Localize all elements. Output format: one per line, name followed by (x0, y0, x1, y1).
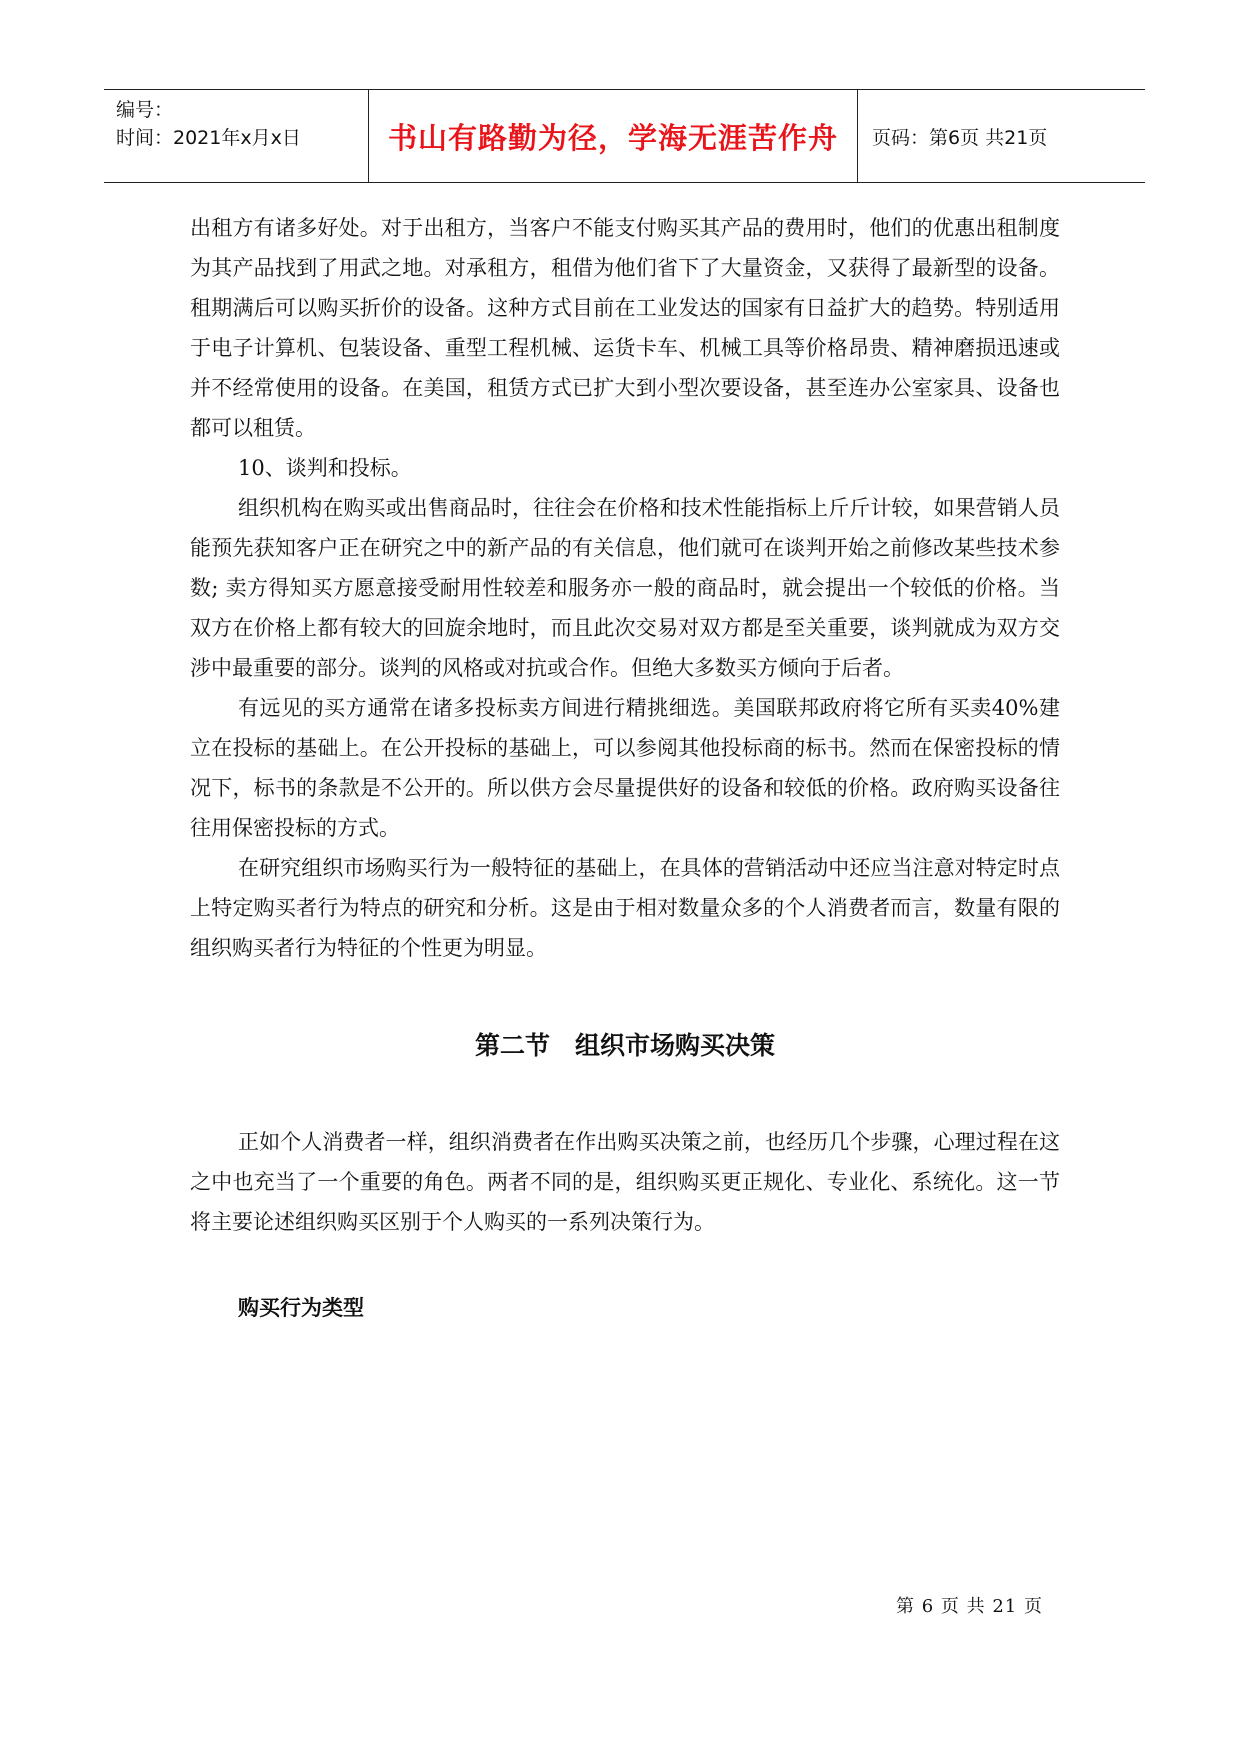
paragraph: 在研究组织市场购买行为一般特征的基础上，在具体的营销活动中还应当注意对特定时点上特定购买者行为特点的研究和分析。这是由于相对数量众多的个人消费者而言，数量有限的组织购买者行为特征的个性更为明显。 (190, 856, 1060, 960)
paragraph: 出租方有诸多好处。对于出租方，当客户不能支付购买其产品的费用时，他们的优惠出租制度为其产品找到了用武之地。对承租方，租借为他们省下了大量资金，又获得了最新型的设备。租期满后可以购买折价的设备。这种方式目前在工业发达的国家有日益扩大的趋势。特别适用于电子计算机、包装设备、重型工程机械、运货卡车、机械工具等价格昂贵、精神磨损迅速或并不经常使用的设备。在美国，租赁方式已扩大到小型次要设备，甚至连办公室家具、设备也都可以租赁。 (190, 216, 1060, 440)
paragraph: 正如个人消费者一样，组织消费者在作出购买决策之前，也经历几个步骤，心理过程在这之中也充当了一个重要的角色。两者不同的是，组织购买更正规化、专业化、系统化。这一节将主要论述组织购买区别于个人购买的一系列决策行为。 (190, 1130, 1060, 1234)
time-label: 时间：2021年x月x日 (116, 127, 301, 149)
paragraph: 组织机构在购买或出售商品时，往往会在价格和技术性能指标上斤斤计较，如果营销人员能预先获知客户正在研究之中的新产品的有关信息，他们就可在谈判开始之前修改某些技术参数; 卖方得知买方愿意接受耐用性较差和服务亦一般的商品时，就会提出一个较低的价格。当双方在价格上都有较大的回旋余地时，而且此次交易对双方都是至关重要，谈判就成为双方交涉中最重要的部分。谈判的风格或对抗或合作。但绝大多数买方倾向于后者。 (190, 496, 1060, 680)
paragraph: 有远见的买方通常在诸多投标卖方间进行精挑细选。美国联邦政府将它所有买卖40%建立在投标的基础上。在公开投标的基础上，可以参阅其他投标商的标书。然而在保密投标的情况下，标书的条款是不公开的。所以供方会尽量提供好的设备和较低的价格。政府购买设备往往用保密投标的方式。 (190, 696, 1060, 840)
subsection-title: 购买行为类型 (238, 1296, 364, 1320)
header-left-cell (104, 90, 369, 182)
motto: 书山有路勤为径，学海无涯苦作舟 (369, 90, 858, 182)
page-footer: 第 6 页 共 21 页 (896, 1596, 1043, 1617)
paragraph: 10、谈判和投标。 (238, 456, 412, 480)
document-body (190, 208, 1060, 1328)
page-header (104, 89, 1145, 183)
section-title: 第二节 组织市场购买决策 (474, 1031, 775, 1060)
number-label: 编号： (116, 99, 174, 121)
page-info: 页码：第6页 共21页 (872, 126, 1048, 149)
